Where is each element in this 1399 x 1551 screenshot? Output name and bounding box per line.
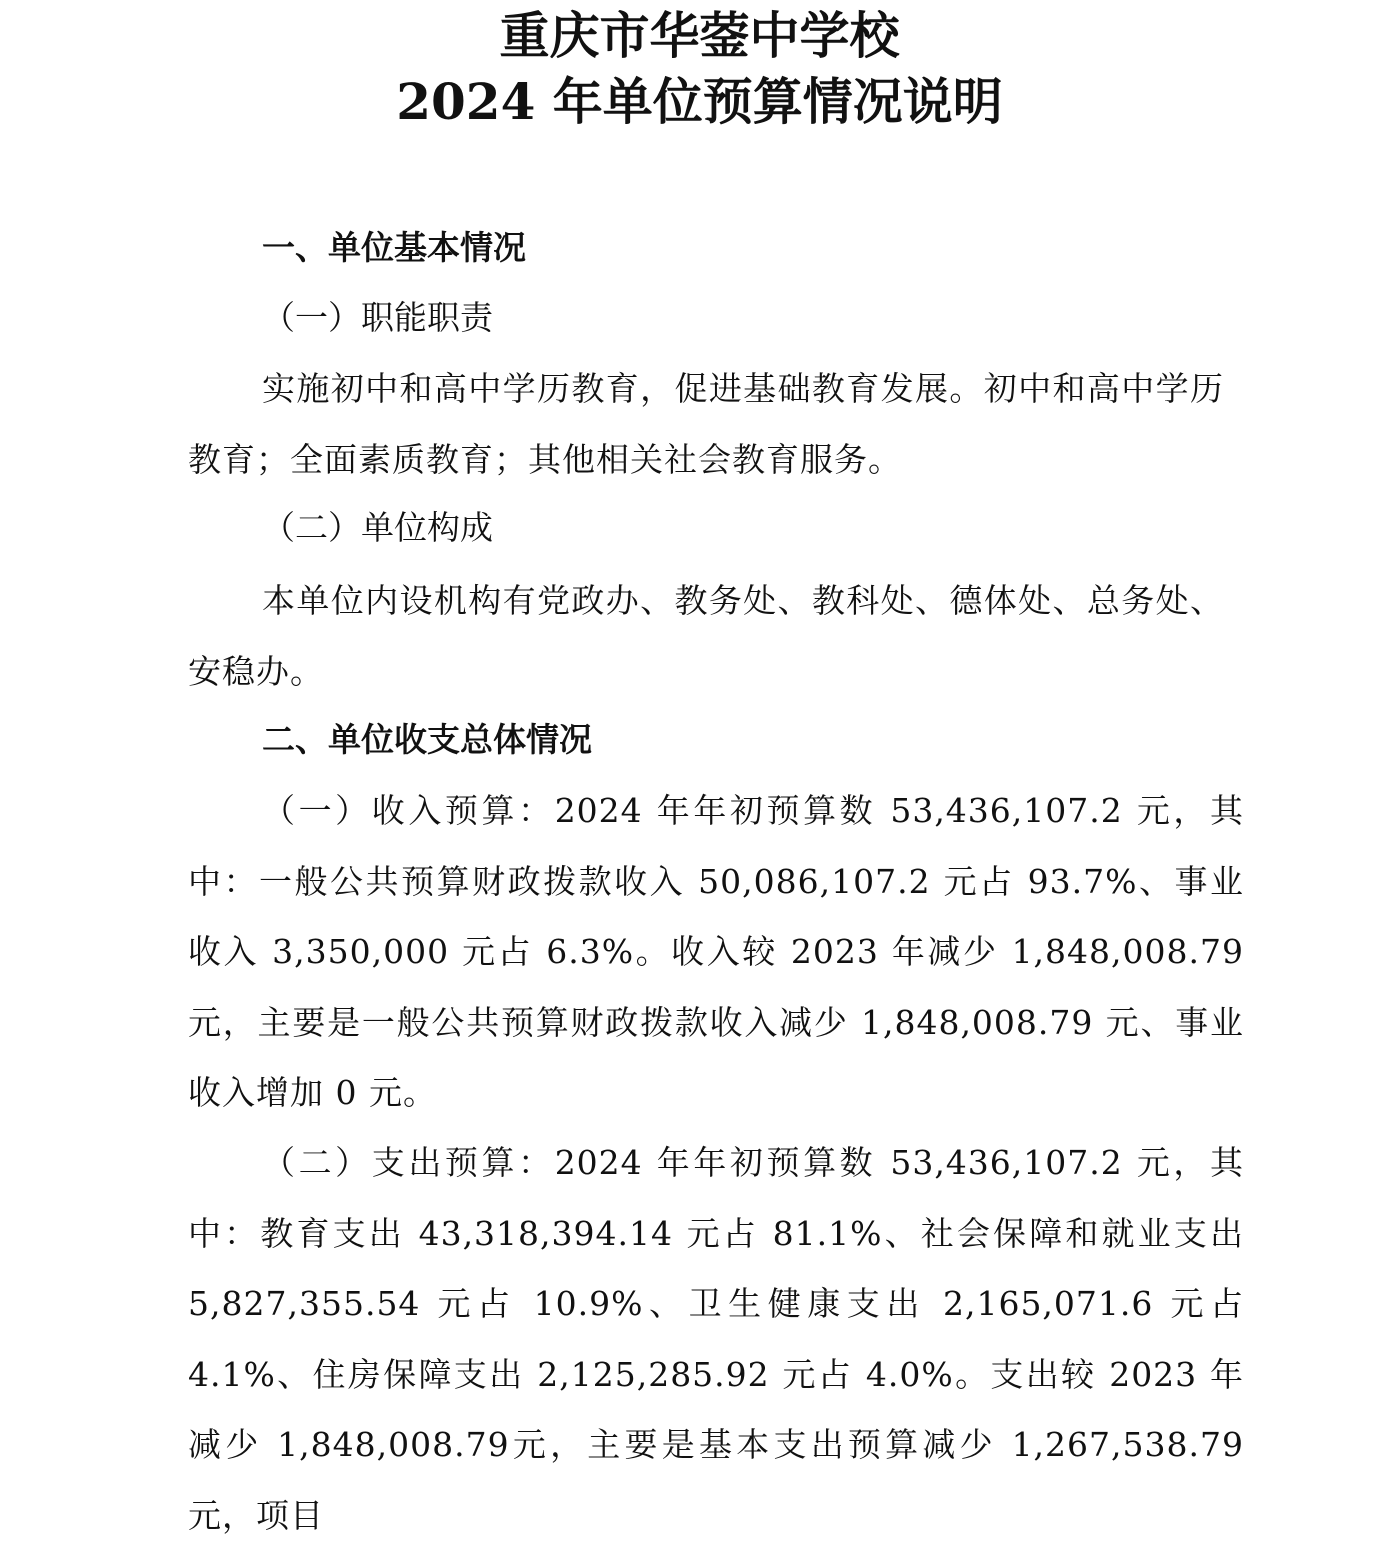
expenditure-budget-text: 2024 年年初预算数 53,436,107.2 元，其中：教育支出 43,318,394.14 元占 81.1%、社会保障和就业支出 5,827,355.54 元占 10.9%、卫生健康支出 2,165,071.6 元占 4.1%、住房保障支出 2,125,285.92 元占 4.0%。支出较 2023 年减少 1,848,008.79元，主要是基本支出预算减少 1,267,538.79 元，项目: [188, 1143, 1245, 1535]
section-2-heading: 二、单位收支总体情况: [262, 720, 592, 759]
section-1-1-paragraph: 实施初中和高中学历教育，促进基础教育发展。初中和高中学历教育；全面素质教育；其他相关社会教育服务。: [188, 369, 1224, 479]
document-title-line-1: 重庆市华蓥中学校: [499, 6, 900, 65]
income-budget-text: 2024 年年初预算数 53,436,107.2 元，其中：一般公共预算财政拨款收入 50,086,107.2 元占 93.7%、事业收入 3,350,000 元占 6.3%。收入较 2023 年减少 1,848,008.79 元，主要是一般公共预算财政拨款收入减少 1,848,008.79 元、事业收入增加 0 元。: [188, 791, 1245, 1112]
document-title-line-2: 2024 年单位预算情况说明: [396, 72, 1003, 131]
income-budget-lead: （一）收入预算：: [262, 791, 555, 830]
section-1-2-heading: （二）单位构成: [262, 508, 493, 547]
section-1-2-paragraph: 本单位内设机构有党政办、教务处、教科处、德体处、总务处、安稳办。: [188, 581, 1224, 691]
section-1-1-heading: （一）职能职责: [262, 298, 493, 337]
expenditure-budget-lead: （二）支出预算：: [262, 1143, 555, 1182]
section-2-1-paragraph: [188, 776, 1244, 1129]
section-1-heading: 一、单位基本情况: [262, 228, 526, 267]
section-2-2-paragraph: [188, 1128, 1244, 1551]
